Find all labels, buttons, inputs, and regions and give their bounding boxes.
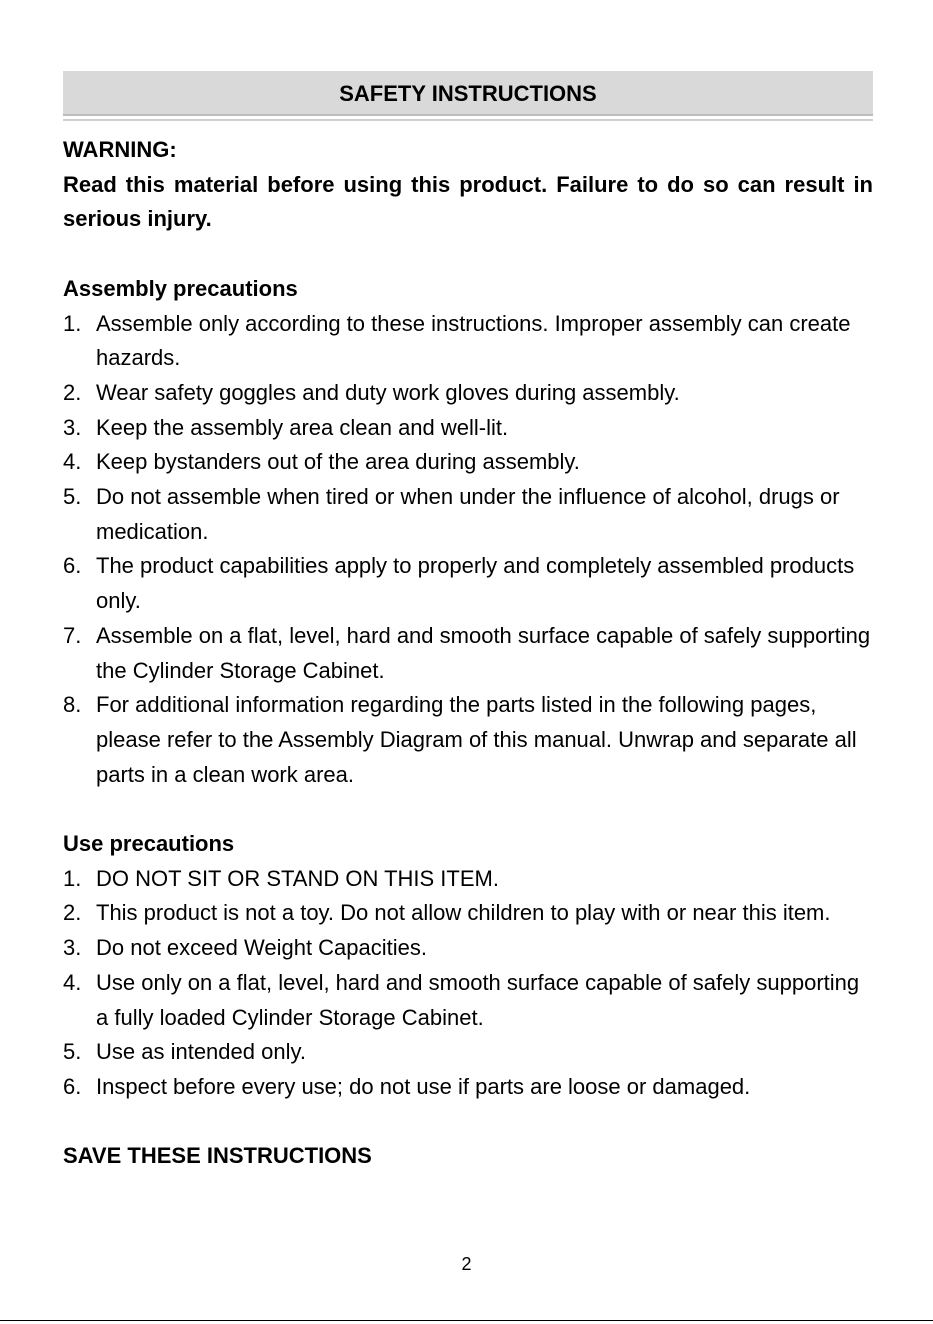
assembly-list [63,307,873,793]
content-body [63,133,873,1174]
warning-text: Read this material before using this product. Failure to do so can result in serious injury. [63,171,873,232]
item-text: For additional information regarding the parts listed in the following pages, please refer to the Assembly Diagram of this manual. Unwrap and separate all parts in a clean work area. [96,692,857,787]
warning-label: WARNING: [63,137,177,162]
item-text: DO NOT SIT OR STAND ON THIS ITEM. [96,865,499,891]
list-item [63,896,873,931]
list-item [63,931,873,966]
item-text: Assemble only according to these instructions. Improper assembly can create hazards. [96,310,851,371]
item-number: 3. [63,414,82,440]
item-number: 6. [63,1073,82,1099]
item-number: 4. [63,449,82,475]
list-item [63,480,873,549]
page-title: SAFETY INSTRUCTIONS [339,81,597,106]
list-item [63,549,873,618]
item-text: Inspect before every use; do not use if parts are loose or damaged. [96,1073,751,1099]
title-divider [63,119,873,121]
item-text: Do not exceed Weight Capacities. [96,935,427,961]
item-number: 4. [63,969,82,995]
item-number: 2. [63,900,82,926]
list-item [63,376,873,411]
item-number: 5. [63,1039,82,1065]
item-text: Keep bystanders out of the area during assembly. [96,449,580,475]
item-number: 1. [63,310,82,336]
list-item [63,1070,873,1105]
item-number: 8. [63,692,82,718]
title-bar [63,71,873,116]
page-number: 2 [461,1254,472,1274]
use-list [63,862,873,1105]
use-heading: Use precautions [63,831,235,857]
item-text: This product is not a toy. Do not allow children to play with or near this item. [96,900,831,926]
save-instructions-text: SAVE THESE INSTRUCTIONS [63,1143,372,1169]
bottom-divider [0,1320,933,1321]
item-number: 3. [63,935,82,961]
item-text: The product capabilities apply to properly and completely assembled products only. [96,553,855,614]
list-item [63,619,873,688]
item-text: Do not assemble when tired or when under the influence of alcohol, drugs or medication. [96,484,840,544]
list-item [63,1035,873,1070]
list-item [63,307,873,376]
item-text: Use only on a flat, level, hard and smooth surface capable of safely supporting a fully loaded Cylinder Storage Cabinet. [96,969,860,1030]
item-number: 1. [63,865,82,891]
item-text: Wear safety goggles and duty work gloves during assembly. [96,379,680,405]
assembly-heading: Assembly precautions [63,275,298,301]
list-item [63,966,873,1035]
item-number: 7. [63,622,82,648]
list-item [63,862,873,897]
list-item [63,445,873,480]
item-text: Use as intended only. [96,1039,306,1065]
item-number: 6. [63,553,82,579]
item-number: 5. [63,484,82,510]
list-item [63,411,873,446]
list-item [63,688,873,792]
item-number: 2. [63,379,82,405]
item-text: Assemble on a flat, level, hard and smooth surface capable of safely supporting the Cylinder Storage Cabinet. [96,622,871,683]
item-text: Keep the assembly area clean and well-lit. [96,414,509,440]
